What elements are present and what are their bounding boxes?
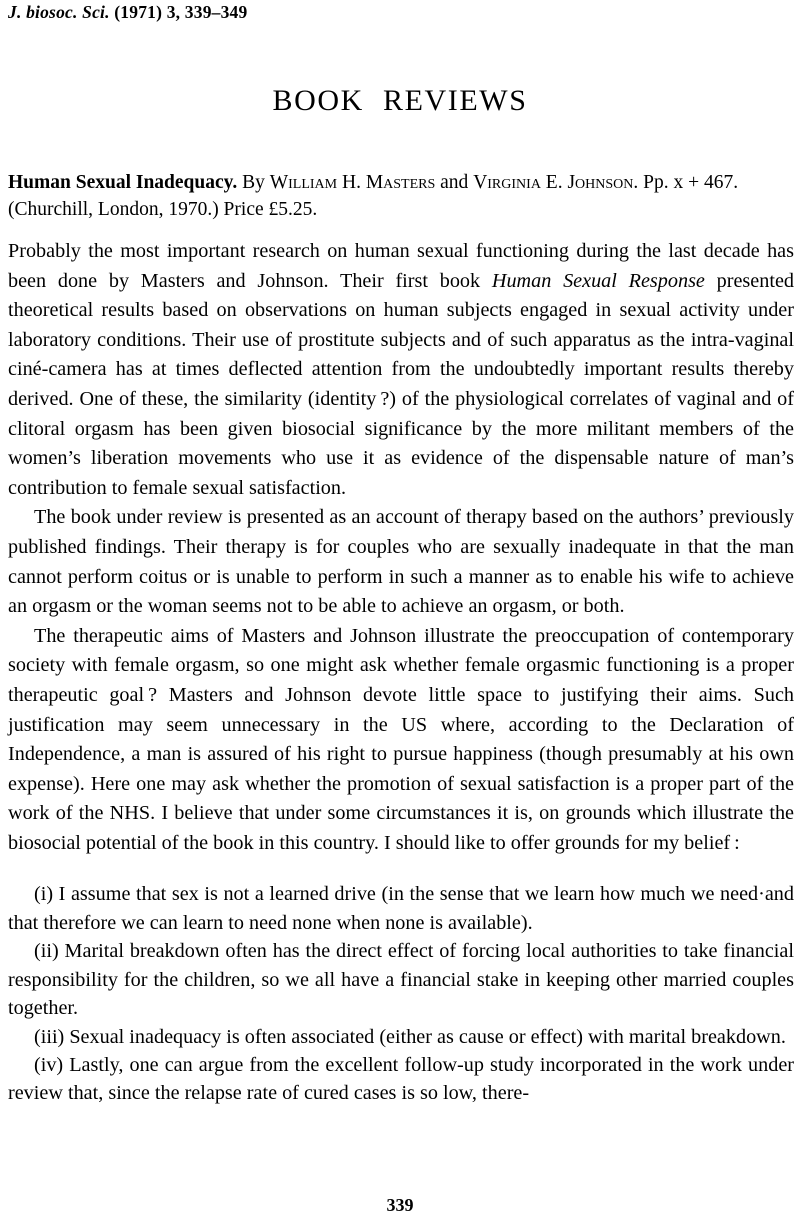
review-body bbox=[8, 237, 794, 858]
book-title: Human Sexual Inadequacy. bbox=[8, 172, 238, 193]
body-paragraph bbox=[8, 237, 794, 503]
by-label: By bbox=[242, 172, 265, 193]
body-paragraph bbox=[8, 503, 794, 621]
book-citation bbox=[8, 170, 794, 223]
journal-abbreviation: J. biosoc. Sci. bbox=[8, 2, 110, 22]
page-title: BOOK REVIEWS bbox=[272, 84, 528, 117]
italic-book-title: Human Sexual Response bbox=[491, 269, 705, 292]
text-run: The therapeutic aims of Masters and Johnson illustrate the preoccupation of contemporary society with female orgasm, so one might ask whether female orgasmic functioning is a proper therapeutic goal ? Masters and Johnson devote little space to justifying their aims. Such justification may seem unnecessary in the US where, according to the Declaration of Independence, a man is assured of his right to pursue happiness (though presumably at his own expense). Here one may ask whether the promotion of sexual satisfaction is a proper part of the work of the NHS. I believe that under some circumstances it is, on grounds which illustrate the biosocial potential of the book in this country. I should like to offer grounds for my belief : bbox=[8, 624, 794, 854]
text-run: Probably the most important research on human sexual functioning during the last decade has been done by Masters and Johnson. Their first book bbox=[8, 240, 794, 292]
author-one: William H. Masters bbox=[269, 172, 436, 193]
book-imprint: Pp. x + 467. (Churchill, London, 1970.) Price £5.25. bbox=[8, 172, 739, 220]
page-number: 339 bbox=[386, 1195, 414, 1215]
grounds-list bbox=[8, 880, 794, 1107]
body-column bbox=[8, 170, 794, 1108]
list-item: (iv) Lastly, one can argue from the excellent follow-up study incorporated in the work under review that, since the relapse rate of cured cases is so low, there- bbox=[8, 1053, 794, 1105]
body-paragraph bbox=[8, 622, 794, 859]
journal-volume-pages: (1971) 3, 339–349 bbox=[114, 2, 248, 22]
text-run: The book under review is presented as an account of therapy based on the authors’ previously published findings. Their therapy is for couples who are sexually inadequate in that the man cannot perform coitus or is unable to perform in such a manner as to enable his wife to achieve an orgasm or the woman seems not to be able to achieve an orgasm, or both. bbox=[8, 506, 794, 618]
list-item: (i) I assume that sex is not a learned drive (in the sense that we learn how much we need·and that therefore we can learn to need none when none is available). bbox=[8, 883, 794, 934]
text-run: presented theoretical results based on observations on human subjects engaged in sexual activity under laboratory conditions. Their use of prostitute subjects and of such apparatus as the intra-vaginal ciné-camera has at times deflected attention from the undoubtedly important results thereby derived. One of these, the similarity (identity ?) of the physiological correlates of vaginal and of clitoral orgasm has been given biosocial significance by the more militant members of the women’s liberation movements who use it as evidence of the dispensable nature of man’s contribution to female sexual satisfaction. bbox=[8, 269, 794, 499]
list-item: (ii) Marital breakdown often has the direct effect of forcing local authorities to take financial responsibility for the children, so we all have a financial stake in keeping other married couples together. bbox=[8, 940, 794, 1020]
running-head bbox=[8, 2, 247, 23]
author-conjunction: and bbox=[440, 172, 469, 193]
author-two: Virginia E. Johnson. bbox=[473, 172, 639, 193]
list-item: (iii) Sexual inadequacy is often associated (either as cause or effect) with marital breakdown. bbox=[34, 1025, 786, 1048]
